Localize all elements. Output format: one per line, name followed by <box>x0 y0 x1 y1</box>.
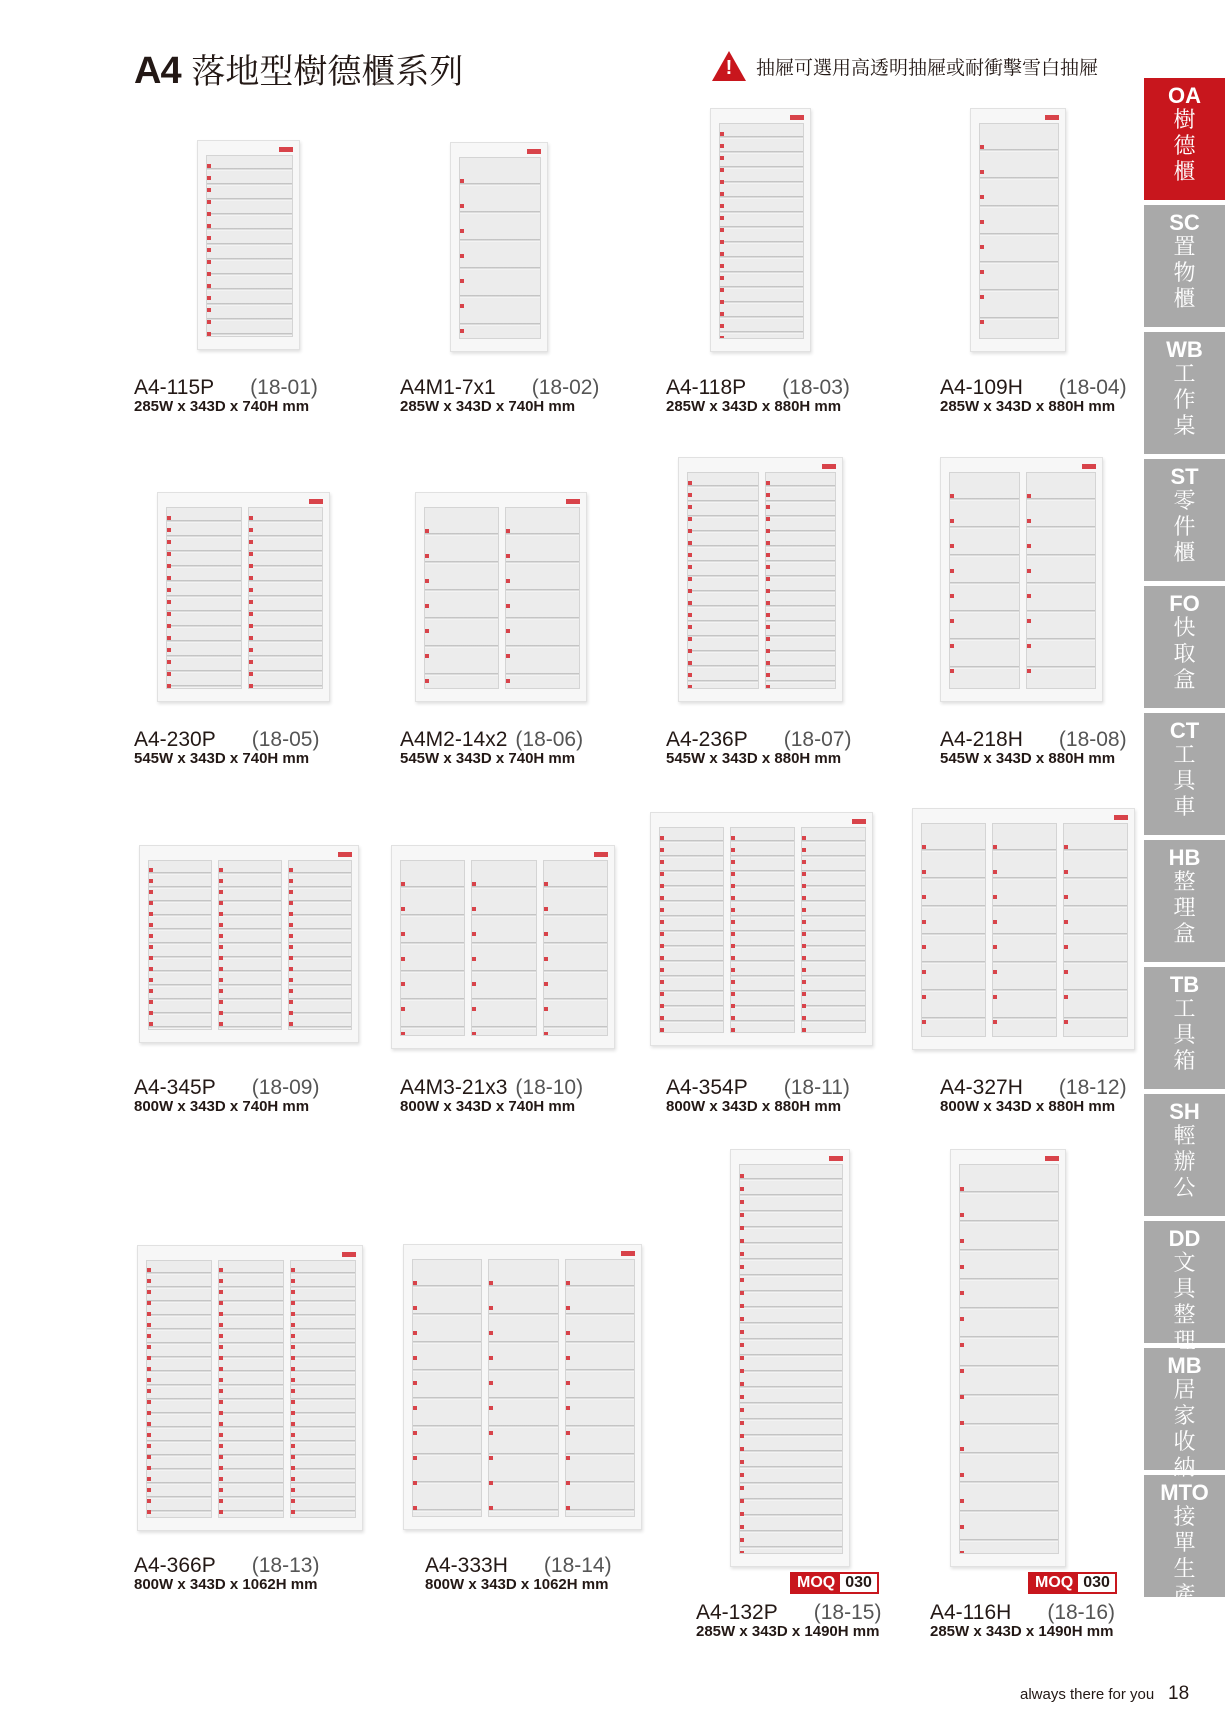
cabinet-image <box>678 457 843 702</box>
brand-label-icon <box>1045 1156 1059 1161</box>
tab-name: 工具車 <box>1173 743 1196 820</box>
product-model <box>940 728 1127 752</box>
product-dimensions: 800W x 343D x 880H mm <box>940 1098 1116 1115</box>
catalog-code: (18-15) <box>813 1601 882 1624</box>
drawer-column <box>400 860 465 1036</box>
brand-label-icon <box>279 147 293 152</box>
product-dimensions: 285W x 343D x 740H mm <box>134 398 310 415</box>
brand-label-icon <box>342 1252 356 1257</box>
cabinet-image <box>415 492 587 702</box>
drawer-column <box>801 827 866 1033</box>
tab-code: CT <box>1169 718 1200 743</box>
cabinet-image <box>157 492 330 702</box>
tab-mb[interactable] <box>1144 1348 1225 1481</box>
tab-fo[interactable] <box>1144 586 1225 708</box>
product-dimensions: 800W x 343D x 740H mm <box>400 1098 576 1115</box>
product-dimensions: 545W x 343D x 740H mm <box>134 750 310 767</box>
brand-label-icon <box>852 819 866 824</box>
drawer-column <box>146 1260 212 1518</box>
model-number: A4-116H <box>930 1601 1012 1624</box>
brand-label-icon <box>621 1251 635 1256</box>
drawer-column <box>424 507 499 689</box>
tab-code: OA <box>1168 83 1201 108</box>
model-number: A4-132P <box>696 1601 778 1624</box>
tab-sh[interactable] <box>1144 1094 1225 1216</box>
product-dimensions: 285W x 343D x 1490H mm <box>930 1623 1114 1640</box>
drawer-column <box>459 157 541 339</box>
tab-code: SC <box>1169 210 1200 235</box>
brand-label-icon <box>594 852 608 857</box>
brand-label-icon <box>527 149 541 154</box>
catalog-code: (18-05) <box>251 728 320 751</box>
model-number: A4-218H <box>940 728 1023 751</box>
tab-sc[interactable] <box>1144 205 1225 327</box>
tab-tb[interactable] <box>1144 967 1225 1089</box>
product-model <box>134 728 319 752</box>
brand-label-icon <box>1114 815 1128 820</box>
brand-label-icon <box>1082 464 1096 469</box>
drawer-column <box>290 1260 356 1518</box>
product-dimensions: 285W x 343D x 880H mm <box>666 398 842 415</box>
drawer-column <box>739 1164 843 1554</box>
drawer-option-text: 抽屜可選用高透明抽屜或耐衝擊雪白抽屜 <box>756 56 1099 79</box>
cabinet-image <box>970 108 1066 352</box>
catalog-code: (18-03) <box>782 376 850 399</box>
drawer-column <box>1063 823 1128 1037</box>
drawer-column <box>412 1259 482 1517</box>
brand-label-icon <box>338 852 352 857</box>
product-dimensions: 545W x 343D x 880H mm <box>940 750 1116 767</box>
drawer-column <box>471 860 536 1036</box>
product-model <box>666 1076 850 1100</box>
brand-label-icon <box>566 499 580 504</box>
tab-name: 樹德櫃 <box>1173 108 1196 185</box>
brand-label-icon <box>309 499 323 504</box>
tab-name: 居家收納 <box>1173 1378 1196 1481</box>
product-model <box>400 728 583 752</box>
tab-name: 置物櫃 <box>1173 235 1196 312</box>
product-dimensions: 800W x 343D x 880H mm <box>666 1098 842 1115</box>
product-model <box>696 1601 881 1625</box>
product-dimensions: 285W x 343D x 740H mm <box>400 398 576 415</box>
model-number: A4-236P <box>666 728 748 751</box>
drawer-column <box>1026 472 1097 689</box>
tab-name: 文具整理 <box>1173 1251 1196 1354</box>
drawer-column <box>959 1164 1059 1554</box>
drawer-column <box>505 507 580 689</box>
tab-code: MB <box>1167 1353 1202 1378</box>
warning-icon: ! <box>712 51 746 81</box>
product-dimensions: 545W x 343D x 880H mm <box>666 750 842 767</box>
drawer-column <box>949 472 1020 689</box>
model-number: A4-230P <box>134 728 216 751</box>
product-dimensions: 800W x 343D x 740H mm <box>134 1098 310 1115</box>
tab-oa[interactable] <box>1144 78 1225 200</box>
tab-code: WB <box>1166 337 1203 362</box>
model-number: A4-333H <box>425 1554 508 1577</box>
product-model <box>940 1076 1127 1100</box>
tab-name: 輕辦公 <box>1173 1124 1196 1201</box>
catalog-code: (18-10) <box>515 1076 584 1099</box>
cabinet-image <box>197 140 300 350</box>
tab-code: SH <box>1169 1099 1200 1124</box>
drawer-column <box>488 1259 558 1517</box>
tab-hb[interactable] <box>1144 840 1225 962</box>
drawer-column <box>218 1260 284 1518</box>
brand-label-icon <box>790 115 804 120</box>
brand-label-icon <box>1045 115 1059 120</box>
moq-label: MOQ <box>792 1574 840 1592</box>
product-model <box>940 376 1127 400</box>
catalog-code: (18-04) <box>1058 376 1127 399</box>
footer-slogan: always there for you <box>1020 1686 1155 1703</box>
catalog-code: (18-06) <box>515 728 584 751</box>
drawer-column <box>730 827 795 1033</box>
model-number: A4-366P <box>134 1554 216 1577</box>
model-number: A4-109H <box>940 376 1023 399</box>
drawer-column <box>765 472 837 689</box>
product-model <box>930 1601 1115 1625</box>
cabinet-image <box>912 808 1135 1050</box>
model-number: A4M2-14x2 <box>400 728 508 751</box>
catalog-code: (18-09) <box>251 1076 320 1099</box>
product-model <box>134 376 318 400</box>
product-dimensions: 800W x 343D x 1062H mm <box>134 1576 318 1593</box>
tab-name: 接單生產 <box>1173 1505 1196 1608</box>
tab-wb[interactable] <box>1144 332 1225 454</box>
drawer-column <box>992 823 1057 1037</box>
cabinet-image <box>650 812 873 1046</box>
cabinet-image <box>137 1245 363 1531</box>
tab-name: 快取盒 <box>1173 616 1196 693</box>
product-dimensions: 285W x 343D x 1490H mm <box>696 1623 880 1640</box>
tab-name: 工具箱 <box>1173 997 1196 1074</box>
model-number: A4-327H <box>940 1076 1023 1099</box>
drawer-column <box>288 860 352 1030</box>
product-model <box>666 376 850 400</box>
tab-code: FO <box>1169 591 1200 616</box>
moq-label: MOQ <box>1030 1574 1078 1592</box>
drawer-option-notice <box>712 50 1098 82</box>
cabinet-image <box>730 1149 850 1567</box>
page-title: A4 落地型樹德櫃系列 <box>134 50 464 92</box>
model-number: A4-115P <box>134 376 215 399</box>
drawer-column <box>543 860 608 1036</box>
cabinet-image <box>710 108 811 352</box>
cabinet-image <box>950 1149 1066 1567</box>
drawer-column <box>565 1259 635 1517</box>
catalog-code: (18-12) <box>1058 1076 1127 1099</box>
tab-code: MTO <box>1160 1480 1209 1505</box>
drawer-column <box>687 472 759 689</box>
model-number: A4-354P <box>666 1076 748 1099</box>
drawer-column <box>719 123 804 339</box>
cabinet-image <box>450 142 548 352</box>
catalog-code: (18-16) <box>1047 1601 1116 1624</box>
catalog-code: (18-07) <box>783 728 852 751</box>
brand-label-icon <box>829 1156 843 1161</box>
tab-mto[interactable] <box>1144 1475 1225 1608</box>
cabinet-image <box>139 845 359 1043</box>
model-number: A4-118P <box>666 376 747 399</box>
drawer-column <box>218 860 282 1030</box>
tab-dd[interactable] <box>1144 1221 1225 1354</box>
product-model <box>134 1554 319 1578</box>
product-model <box>134 1076 319 1100</box>
model-number: A4M3-21x3 <box>400 1076 508 1099</box>
model-number: A4M1-7x1 <box>400 376 496 399</box>
product-model <box>400 1076 583 1100</box>
catalog-code: (18-11) <box>783 1076 850 1099</box>
product-model <box>666 728 851 752</box>
product-model <box>425 1554 612 1578</box>
tab-st[interactable] <box>1144 459 1225 581</box>
moq-value: 030 <box>1078 1574 1115 1592</box>
tab-code: HB <box>1168 845 1201 870</box>
category-tabs <box>1144 78 1225 1608</box>
catalog-code: (18-14) <box>543 1554 612 1577</box>
drawer-column <box>206 155 293 337</box>
drawer-column <box>979 123 1059 339</box>
moq-badge <box>1028 1572 1117 1594</box>
drawer-column <box>659 827 724 1033</box>
moq-badge <box>790 1572 879 1594</box>
product-dimensions: 545W x 343D x 740H mm <box>400 750 576 767</box>
product-dimensions: 285W x 343D x 880H mm <box>940 398 1116 415</box>
drawer-column <box>248 507 324 689</box>
product-dimensions: 800W x 343D x 1062H mm <box>425 1576 609 1593</box>
drawer-column <box>166 507 242 689</box>
tab-code: TB <box>1169 972 1200 997</box>
catalog-code: (18-01) <box>250 376 318 399</box>
brand-label-icon <box>822 464 836 469</box>
cabinet-image <box>391 845 615 1049</box>
tab-name: 零件櫃 <box>1173 489 1196 566</box>
tab-name: 整理盒 <box>1173 870 1196 947</box>
catalog-code: (18-02) <box>531 376 600 399</box>
cabinet-image <box>940 457 1103 702</box>
page-number: 18 <box>1168 1683 1190 1704</box>
tab-code: DD <box>1168 1226 1201 1251</box>
moq-value: 030 <box>840 1574 877 1592</box>
cabinet-image <box>403 1244 642 1530</box>
tab-name: 工作桌 <box>1173 362 1196 439</box>
tab-code: ST <box>1170 464 1199 489</box>
drawer-column <box>148 860 212 1030</box>
tab-ct[interactable] <box>1144 713 1225 835</box>
catalog-code: (18-13) <box>251 1554 320 1577</box>
drawer-column <box>921 823 986 1037</box>
catalog-code: (18-08) <box>1058 728 1127 751</box>
model-number: A4-345P <box>134 1076 216 1099</box>
product-model <box>400 376 599 400</box>
